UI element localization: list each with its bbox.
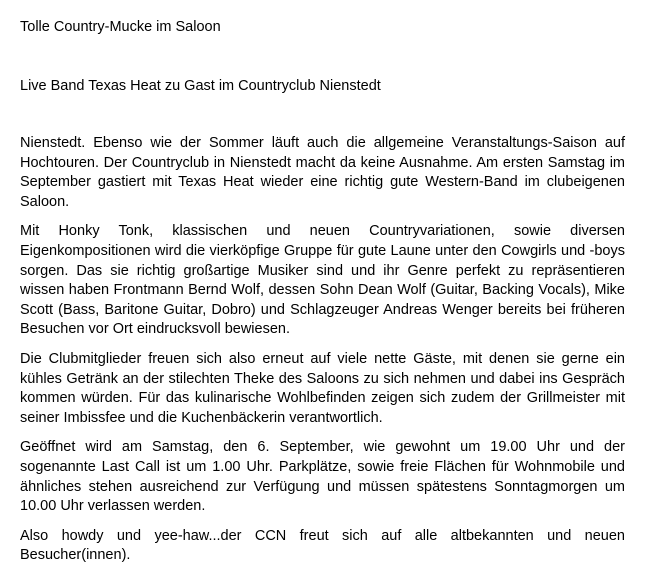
article-subtitle: Live Band Texas Heat zu Gast im Countryclub Nienstedt	[20, 78, 381, 94]
article-body	[20, 134, 625, 576]
paragraph-closing: Also howdy und yee-haw...der CCN freut sich auf alle altbekannten und neuen Besucher(innen).	[20, 527, 625, 564]
paragraph-guests: Die Clubmitglieder freuen sich also erneut auf viele nette Gäste, mit denen sie gerne ein kühles Getränk an der stilechten Theke des Saloons zu sich nehmen und dabei ins Gespräch kommen würden. Für das kulinarische Wohlbefinden zeigen sich zudem der Grillmeister mit seiner Imbissfee und die Kuchenbäckerin verantwortlich.	[20, 350, 625, 426]
paragraph-opening: Geöffnet wird am Samstag, den 6. September, wie gewohnt um 19.00 Uhr und der sogenannte Last Call ist um 1.00 Uhr. Parkplätze, sowie freie Flächen für Wohnmobile und ähnliches stehen ausreichend zur Verfügung und müssen spätestens Sonntagmorgen um 10.00 Uhr verlassen werden.	[20, 439, 625, 515]
paragraph-band: Mit Honky Tonk, klassischen und neuen Countryvariationen, sowie diversen Eigenkompositionen wird die vierköpfige Gruppe für gute Laune unter den Cowgirls und -boys sorgen. Das sie richtig großartige Musiker sind und ihr Genre perfekt zu repräsentieren wissen haben Frontmann Bernd Wolf, dessen Sohn Dean Wolf (Guitar, Backing Vocals), Mike Scott (Bass, Baritone Guitar, Dobro) und Schlagzeuger Andreas Wenger bereits bei früheren Besuchen vor Ort eindrucksvoll bewiesen.	[20, 223, 625, 338]
paragraph-intro: Nienstedt. Ebenso wie der Sommer läuft auch die allgemeine Veranstaltungs-Saison auf Hochtouren. Der Countryclub in Nienstedt macht da keine Ausnahme. Am ersten Samstag im September gastiert mit Texas Heat wieder eine richtig gute Western-Band im clubeigenen Saloon.	[20, 135, 625, 210]
article-title: Tolle Country-Mucke im Saloon	[20, 19, 221, 35]
